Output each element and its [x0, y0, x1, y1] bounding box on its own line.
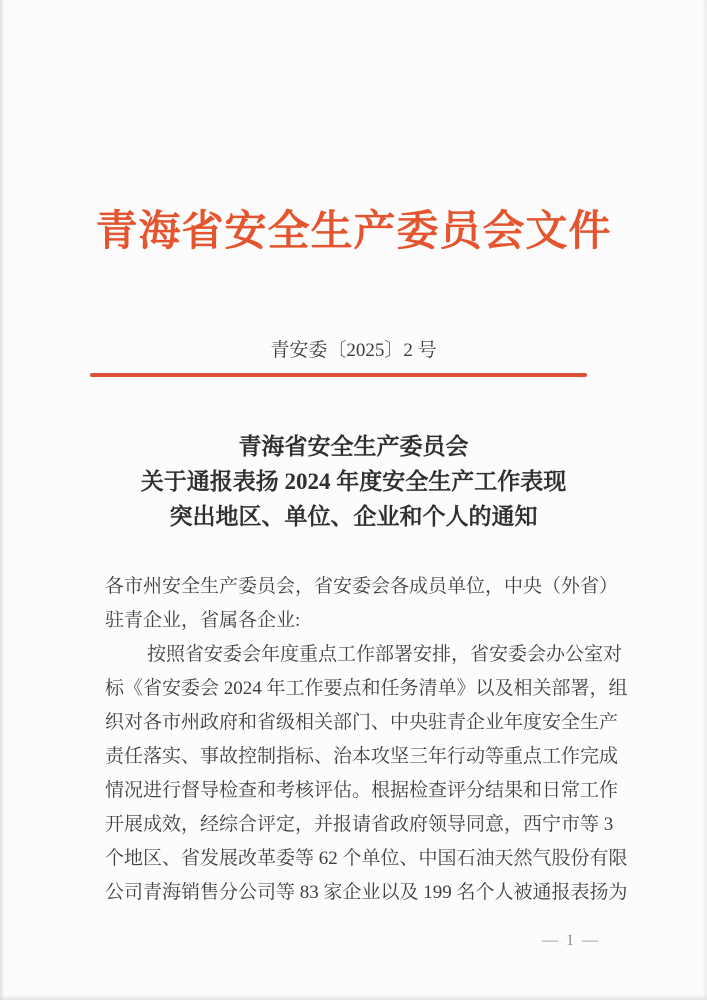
document-body — [105, 570, 628, 910]
body-line: 个地区、省发展改革委等 62 个单位、中国石油天然气股份有限 — [105, 848, 628, 869]
body-line: 驻青企业，省属各企业: — [105, 610, 301, 631]
document-header-title: 青海省安全生产委员会文件 — [95, 209, 612, 255]
body-line: 各市州安全生产委员会，省安委会各成员单位，中央（外省） — [105, 576, 619, 597]
body-line: 按照省安委会年度重点工作部署安排，省安委会办公室对 — [147, 644, 623, 665]
notice-title-line: 突出地区、单位、企业和个人的通知 — [169, 504, 538, 529]
body-line: 情况进行督导检查和考核评估。根据检查评分结果和日常工作 — [105, 780, 619, 801]
notice-title-line: 青海省安全生产委员会 — [238, 434, 469, 459]
red-divider-line — [90, 373, 587, 377]
body-line: 开展成效，经综合评定，并报请省政府领导同意，西宁市等 3 — [105, 814, 614, 835]
body-line: 标《省安委会 2024 年工作要点和任务清单》以及相关部署，组 — [105, 678, 628, 699]
page-number: — 1 — — [542, 932, 600, 949]
document-number: 青安委〔2025〕2 号 — [270, 340, 437, 361]
notice-title — [0, 429, 707, 534]
body-line: 织对各市州政府和省级相关部门、中央驻青企业年度安全生产 — [105, 712, 619, 733]
body-line: 责任落实、事故控制指标、治本攻坚三年行动等重点工作完成 — [105, 746, 619, 767]
body-line: 公司青海销售分公司等 83 家企业以及 199 名个人被通报表扬为 — [105, 882, 628, 903]
notice-title-line: 关于通报表扬 2024 年度安全生产工作表现 — [140, 469, 567, 494]
